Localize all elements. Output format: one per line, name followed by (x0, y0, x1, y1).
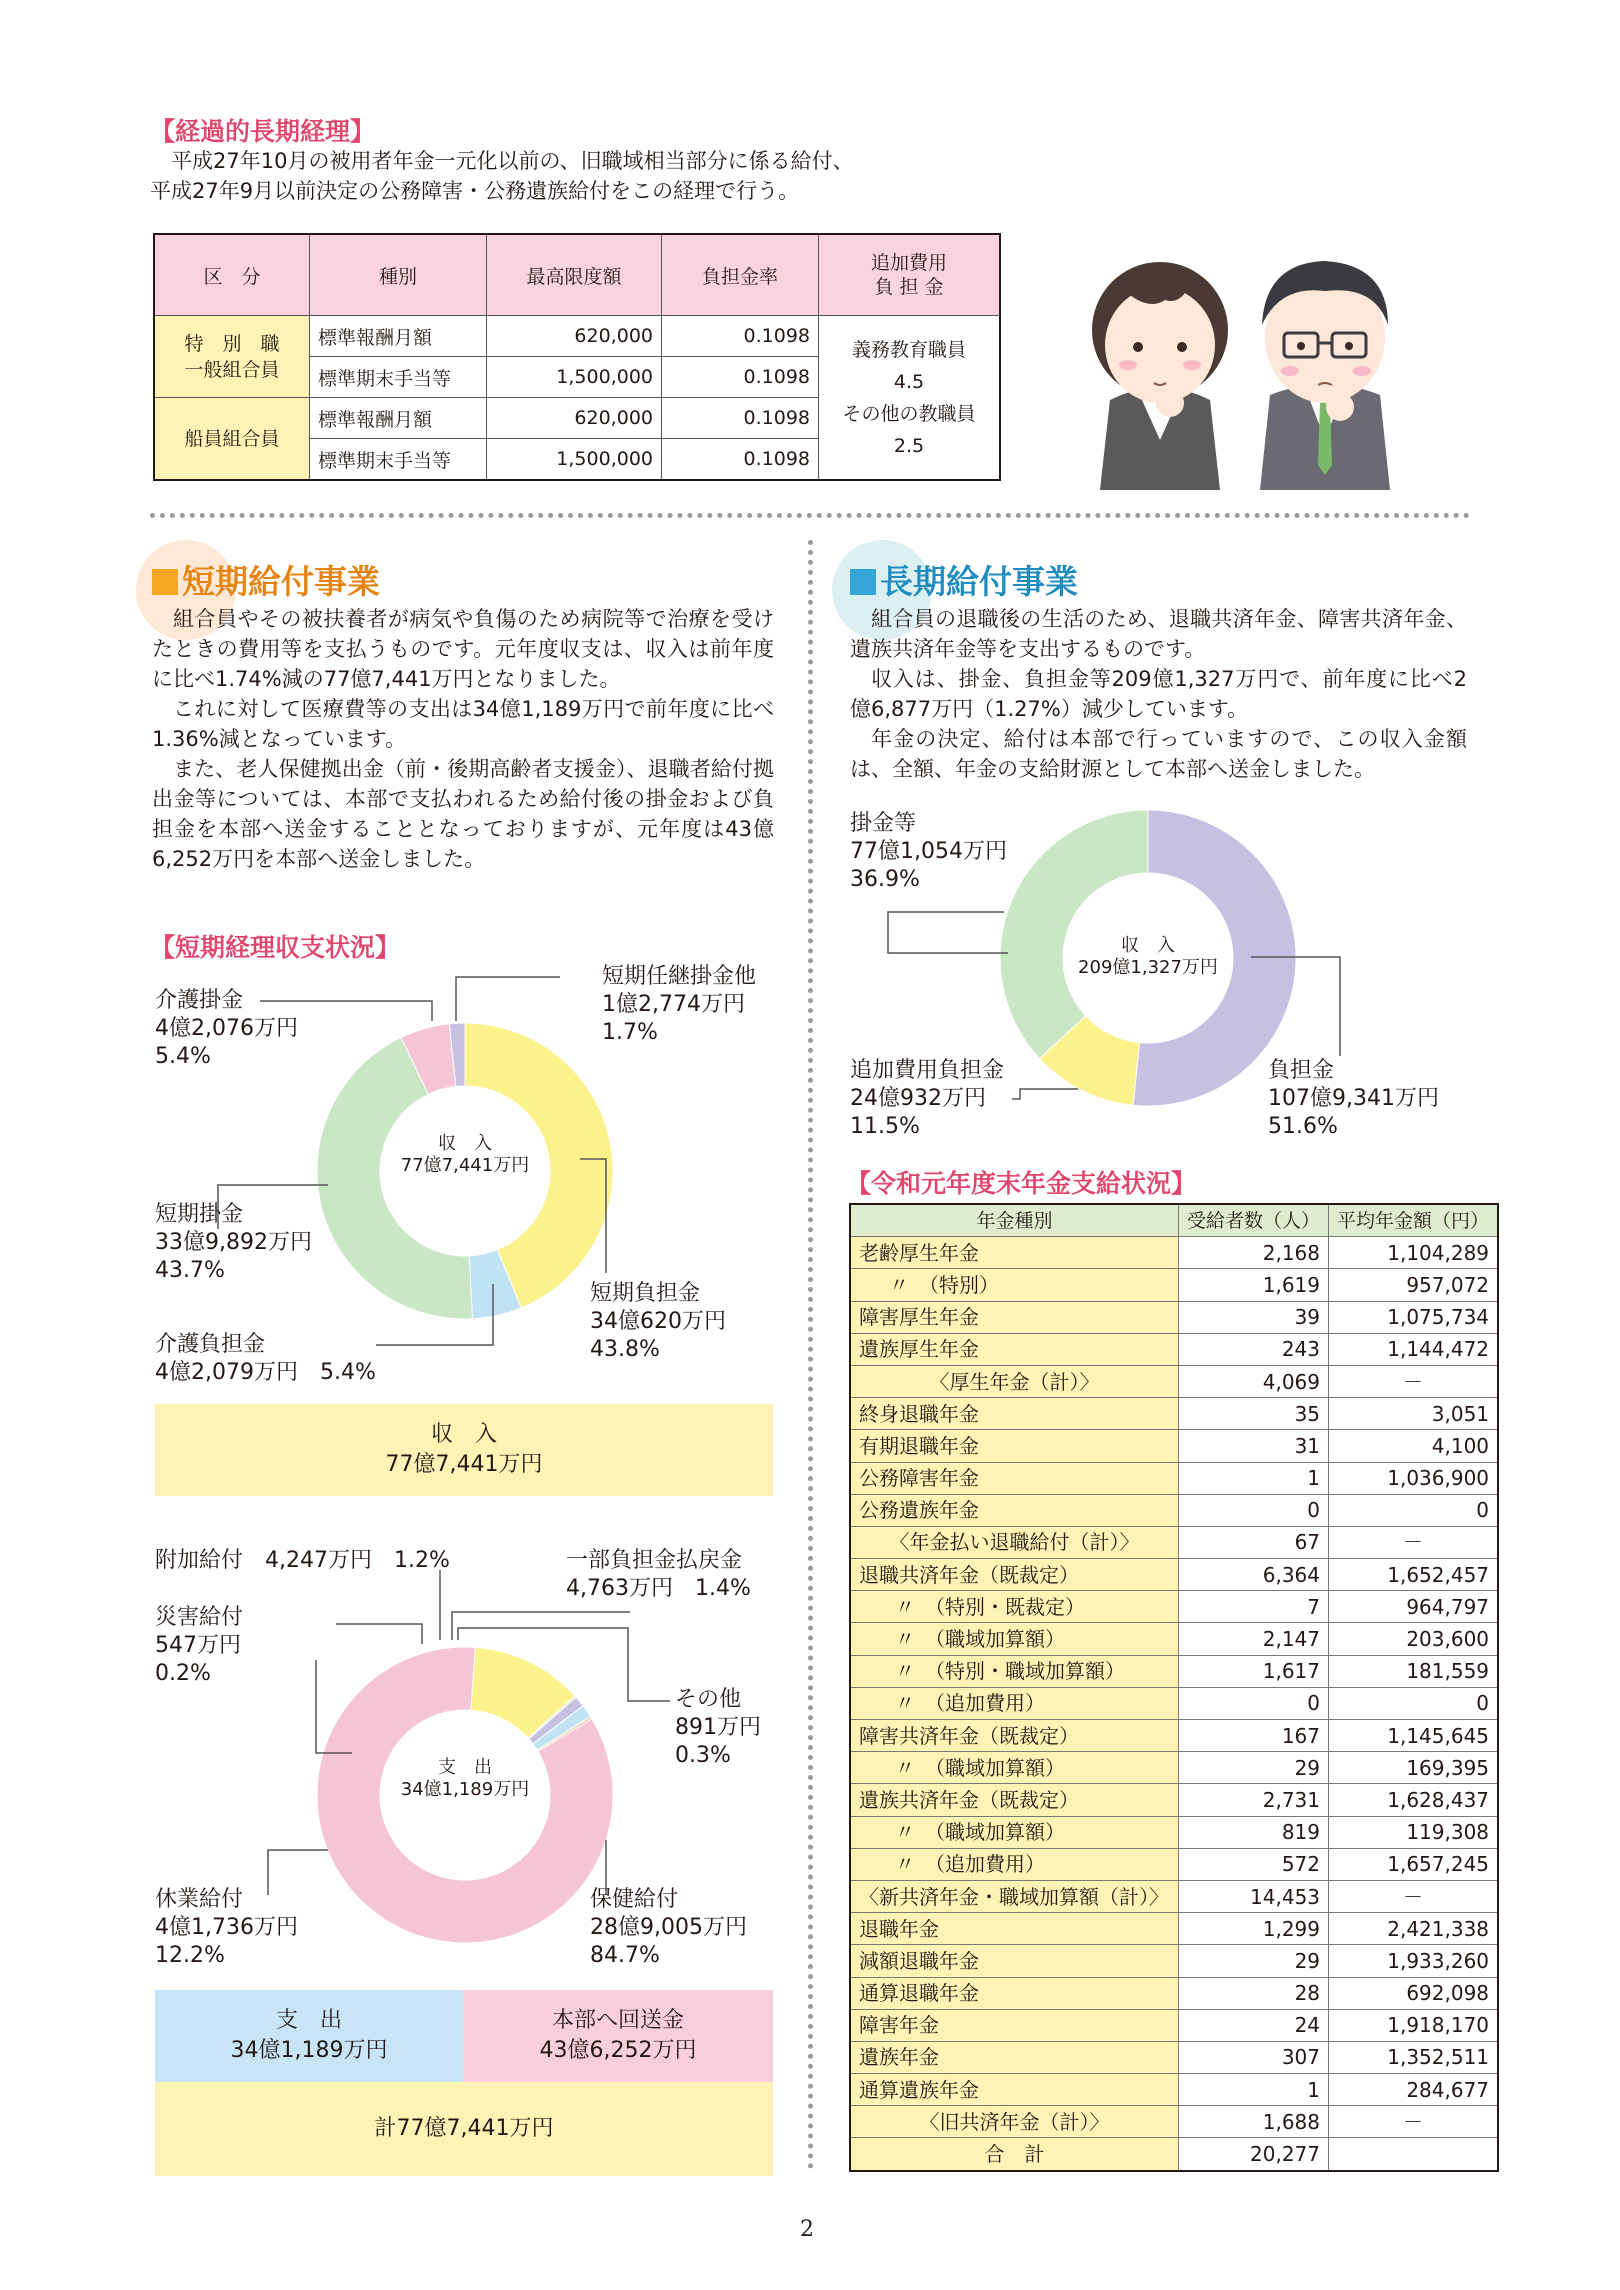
pension-type-cell: 遺族共済年金（既裁定） (850, 1784, 1179, 1816)
recipients-cell: 0 (1179, 1687, 1329, 1719)
table-row (850, 1623, 1498, 1655)
table-row (850, 1945, 1498, 1977)
pension-type-cell: 〈旧共済年金（計）〉 (850, 2106, 1179, 2138)
label-premiums-etc: 掛金等 77億1,054万円 36.9% (850, 811, 1007, 892)
short-term-heading: 短期給付事業 (152, 556, 380, 603)
transitional-long-term-heading: 【経過的長期経理】 (150, 117, 376, 146)
table-row (850, 2106, 1498, 2138)
header-category: 区 分 (154, 234, 310, 316)
average-amount-cell: 119,308 (1329, 1816, 1499, 1848)
label-short-term-burden: 短期負担金 34億620万円 43.8% (590, 1281, 726, 1362)
section-divider (150, 513, 1470, 518)
intro-line-1: 平成27年10月の被用者年金一元化以前の、旧職域相当部分に係る給付、 (171, 149, 854, 173)
recipients-cell: 14,453 (1179, 1880, 1329, 1912)
rate-cell: 0.1098 (662, 398, 819, 439)
header-kind: 種別 (310, 234, 487, 316)
table-row (850, 1494, 1498, 1526)
pension-type-cell: 減額退職年金 (850, 1945, 1179, 1977)
table-row (850, 1848, 1498, 1880)
label-leave-benefit: 休業給付 4億1,736万円 12.2% (155, 1887, 298, 1968)
max-cell: 1,500,000 (487, 439, 662, 481)
label-disaster-benefit: 災害給付 547万円 0.2% (155, 1605, 244, 1686)
pension-type-cell: 合 計 (850, 2138, 1179, 2171)
pension-type-cell: 〃 （追加費用） (850, 1848, 1179, 1880)
recipients-cell: 243 (1179, 1333, 1329, 1365)
average-amount-cell: 1,657,245 (1329, 1848, 1499, 1880)
average-amount-cell: 203,600 (1329, 1623, 1499, 1655)
recipients-cell: 29 (1179, 1752, 1329, 1784)
square-bullet-icon (850, 569, 876, 595)
recipients-cell: 572 (1179, 1848, 1329, 1880)
recipients-cell: 35 (1179, 1398, 1329, 1430)
recipients-cell: 20,277 (1179, 2138, 1329, 2171)
pension-type-cell: 遺族厚生年金 (850, 1333, 1179, 1365)
recipients-cell: 67 (1179, 1526, 1329, 1558)
page-number: 2 (800, 2217, 814, 2242)
average-amount-cell: 181,559 (1329, 1655, 1499, 1687)
label-other: その他 891万円 0.3% (675, 1687, 761, 1768)
table-row (850, 1655, 1498, 1687)
table-row (850, 1687, 1498, 1719)
cost-sharing-table (153, 233, 1001, 481)
table-row (850, 1816, 1498, 1848)
table-row (850, 1269, 1498, 1301)
rate-cell: 0.1098 (662, 316, 819, 357)
average-amount-cell: － (1329, 1526, 1499, 1558)
table-row (850, 1526, 1498, 1558)
kind-cell: 標準報酬月額 (310, 316, 487, 357)
table-row (850, 1559, 1498, 1591)
average-amount-cell: 0 (1329, 1494, 1499, 1526)
recipients-cell: 24 (1179, 2009, 1329, 2041)
recipients-cell: 1,619 (1179, 1269, 1329, 1301)
pension-type-cell: 通算退職年金 (850, 1977, 1179, 2009)
recipients-cell: 819 (1179, 1816, 1329, 1848)
table-row (850, 1880, 1498, 1912)
pension-type-cell: 障害厚生年金 (850, 1301, 1179, 1333)
average-amount-cell: 1,352,511 (1329, 2041, 1499, 2073)
long-income-center-label: 収 入 209億1,327万円 (1078, 935, 1218, 978)
recipients-cell: 1,617 (1179, 1655, 1329, 1687)
table-header-row (850, 1204, 1498, 1237)
table-row (850, 1720, 1498, 1752)
recipients-cell: 167 (1179, 1720, 1329, 1752)
recipients-cell: 2,168 (1179, 1237, 1329, 1269)
kind-cell: 標準報酬月額 (310, 398, 487, 439)
pension-type-cell: 公務遺族年金 (850, 1494, 1179, 1526)
recipients-cell: 39 (1179, 1301, 1329, 1333)
average-amount-cell: 0 (1329, 1687, 1499, 1719)
table-row (850, 2138, 1498, 2171)
average-amount-cell: 284,677 (1329, 2074, 1499, 2106)
girl-illustration (1092, 262, 1228, 490)
table-row (850, 1913, 1498, 1945)
thinking-characters-illustration (1070, 225, 1430, 490)
max-cell: 620,000 (487, 316, 662, 357)
average-amount-cell: 1,144,472 (1329, 1333, 1499, 1365)
header-average-amount: 平均年金額（円） (1329, 1204, 1499, 1237)
pension-type-cell: 〈厚生年金（計）〉 (850, 1365, 1179, 1397)
max-cell: 620,000 (487, 398, 662, 439)
recipients-cell: 2,731 (1179, 1784, 1329, 1816)
table-row (850, 1784, 1498, 1816)
rate-cell: 0.1098 (662, 357, 819, 398)
total-summary-box: 計77億7,441万円 (155, 2082, 773, 2176)
pension-type-cell: 通算遺族年金 (850, 2074, 1179, 2106)
average-amount-cell: 957,072 (1329, 1269, 1499, 1301)
label-additional-cost-burden: 追加費用負担金 24億932万円 11.5% (850, 1058, 1005, 1139)
table-row (850, 1398, 1498, 1430)
label-burden: 負担金 107億9,341万円 51.6% (1268, 1058, 1439, 1139)
group-special-general: 特 別 職 一般組合員 (154, 316, 310, 398)
kind-cell: 標準期末手当等 (310, 357, 487, 398)
recipients-cell: 2,147 (1179, 1623, 1329, 1655)
kind-cell: 標準期末手当等 (310, 439, 487, 481)
long-term-heading: 長期給付事業 (850, 556, 1078, 603)
table-row (850, 2074, 1498, 2106)
pension-type-cell: 〈新共済年金・職域加算額（計）〉 (850, 1880, 1179, 1912)
label-additional-benefit: 附加給付 4,247万円 1.2% (155, 1548, 450, 1573)
recipients-cell: 7 (1179, 1591, 1329, 1623)
pension-type-cell: 公務障害年金 (850, 1462, 1179, 1494)
pension-type-cell: 〃 （職域加算額） (850, 1752, 1179, 1784)
header-additional: 追加費用 負 担 金 (819, 234, 1001, 316)
column-divider (808, 540, 813, 2170)
label-care-burden: 介護負担金 4億2,079万円 5.4% (155, 1332, 376, 1385)
long-term-description: 組合員の退職後の生活のため、退職共済年金、障害共済年金、遺族共済年金等を支出するものです。 収入は、掛金、負担金等209億1,327万円で、前年度に比べ2億6,877万円（1.27%）減少しています。 年金の決定、給付は本部で行っていますので、この収入金額は、全額、年金の支給財源として本部へ送金しました。 (850, 607, 1467, 781)
table-row (850, 1237, 1498, 1269)
average-amount-cell: 1,628,437 (1329, 1784, 1499, 1816)
average-amount-cell: 1,652,457 (1329, 1559, 1499, 1591)
pension-type-cell: 障害年金 (850, 2009, 1179, 2041)
average-amount-cell: － (1329, 1880, 1499, 1912)
table-row (850, 1430, 1498, 1462)
pension-type-cell: 〃 （職域加算額） (850, 1816, 1179, 1848)
pension-type-cell: 遺族年金 (850, 2041, 1179, 2073)
pension-status-heading: 【令和元年度末年金支給状況】 (846, 1169, 1197, 1198)
average-amount-cell: 692,098 (1329, 1977, 1499, 2009)
pension-type-cell: 有期退職年金 (850, 1430, 1179, 1462)
header-recipients: 受給者数（人） (1179, 1204, 1329, 1237)
recipients-cell: 4,069 (1179, 1365, 1329, 1397)
label-short-term-premium: 短期掛金 33億9,892万円 43.7% (155, 1202, 312, 1283)
pension-type-cell: 終身退職年金 (850, 1398, 1179, 1430)
average-amount-cell: 1,933,260 (1329, 1945, 1499, 1977)
average-amount-cell: － (1329, 1365, 1499, 1397)
square-bullet-icon (152, 569, 178, 595)
header-pension-type: 年金種別 (850, 1204, 1179, 1237)
short-income-center-label: 収 入 77億7,441万円 (400, 1133, 530, 1176)
table-row (850, 2009, 1498, 2041)
average-amount-cell: 1,075,734 (1329, 1301, 1499, 1333)
group-seafarer: 船員組合員 (154, 398, 310, 481)
average-amount-cell: 169,395 (1329, 1752, 1499, 1784)
recipients-cell: 29 (1179, 1945, 1329, 1977)
table-row (850, 1365, 1498, 1397)
max-cell: 1,500,000 (487, 357, 662, 398)
pension-type-cell: 退職年金 (850, 1913, 1179, 1945)
pension-type-cell: 〃 （職域加算額） (850, 1623, 1179, 1655)
recipients-cell: 1,299 (1179, 1913, 1329, 1945)
average-amount-cell: 4,100 (1329, 1430, 1499, 1462)
label-short-term-continuation: 短期任継掛金他 1億2,774万円 1.7% (602, 964, 757, 1045)
average-amount-cell (1329, 2138, 1499, 2171)
boy-illustration (1260, 261, 1390, 490)
recipients-cell: 1 (1179, 2074, 1329, 2106)
table-row (850, 1333, 1498, 1365)
income-summary-box: 収 入 77億7,441万円 (155, 1404, 773, 1496)
average-amount-cell: 1,104,289 (1329, 1237, 1499, 1269)
expense-summary-box: 支 出 34億1,189万円 (155, 1990, 463, 2082)
recipients-cell: 28 (1179, 1977, 1329, 2009)
header-rate: 負担金率 (662, 234, 819, 316)
recipients-cell: 31 (1179, 1430, 1329, 1462)
label-copay-refund: 一部負担金払戻金 4,763万円 1.4% (566, 1548, 751, 1601)
table-row (850, 1752, 1498, 1784)
pension-type-cell: 〈年金払い退職給付（計）〉 (850, 1526, 1179, 1558)
average-amount-cell: 964,797 (1329, 1591, 1499, 1623)
pension-type-cell: 障害共済年金（既裁定） (850, 1720, 1179, 1752)
average-amount-cell: 1,036,900 (1329, 1462, 1499, 1494)
recipients-cell: 1,688 (1179, 2106, 1329, 2138)
recipients-cell: 6,364 (1179, 1559, 1329, 1591)
pension-type-cell: 老齢厚生年金 (850, 1237, 1179, 1269)
rate-cell: 0.1098 (662, 439, 819, 481)
header-max-amount: 最高限度額 (487, 234, 662, 316)
table-row (850, 1462, 1498, 1494)
short-term-balance-heading: 【短期経理収支状況】 (150, 933, 401, 962)
table-row (850, 1301, 1498, 1333)
table-row (850, 1977, 1498, 2009)
label-care-premium: 介護掛金 4億2,076万円 5.4% (155, 988, 298, 1069)
pension-type-cell: 退職共済年金（既裁定） (850, 1559, 1179, 1591)
pension-type-cell: 〃 （追加費用） (850, 1687, 1179, 1719)
additional-cost-cell: 義務教育職員 4.5 その他の教職員 2.5 (819, 316, 1001, 481)
pension-type-cell: 〃 （特別・既裁定） (850, 1591, 1179, 1623)
remittance-summary-box: 本部へ回送金 43億6,252万円 (463, 1990, 773, 2082)
pension-type-cell: 〃 （特別） (850, 1269, 1179, 1301)
average-amount-cell: － (1329, 2106, 1499, 2138)
label-health-benefit: 保健給付 28億9,005万円 84.7% (590, 1887, 747, 1968)
table-row (850, 1591, 1498, 1623)
average-amount-cell: 1,918,170 (1329, 2009, 1499, 2041)
pension-type-cell: 〃 （特別・職域加算額） (850, 1655, 1179, 1687)
recipients-cell: 307 (1179, 2041, 1329, 2073)
intro-line-2: 平成27年9月以前決定の公務障害・公務遺族給付をこの経理で行う。 (150, 179, 800, 203)
table-row (850, 2041, 1498, 2073)
average-amount-cell: 3,051 (1329, 1398, 1499, 1430)
pension-status-table (849, 1203, 1499, 2172)
recipients-cell: 0 (1179, 1494, 1329, 1526)
short-expense-center-label: 支 出 34億1,189万円 (400, 1757, 530, 1800)
average-amount-cell: 1,145,645 (1329, 1720, 1499, 1752)
short-term-description: 組合員やその被扶養者が病気や負傷のため病院等で治療を受けたときの費用等を支払うものです。元年度収支は、収入は前年度に比べ1.74%減の77億7,441万円となりました。 これに対して医療費等の支出は34億1,189万円で前年度に比べ1.36%減となっています。 また、老人保健拠出金（前・後期高齢者支援金）、退職者給付拠出金等については、本部で支払われるため給付後の掛金および負担金を本部へ送金することとなっておりますが、元年度は43億6,252万円を本部へ送金しました。 (152, 607, 774, 871)
average-amount-cell: 2,421,338 (1329, 1913, 1499, 1945)
recipients-cell: 1 (1179, 1462, 1329, 1494)
